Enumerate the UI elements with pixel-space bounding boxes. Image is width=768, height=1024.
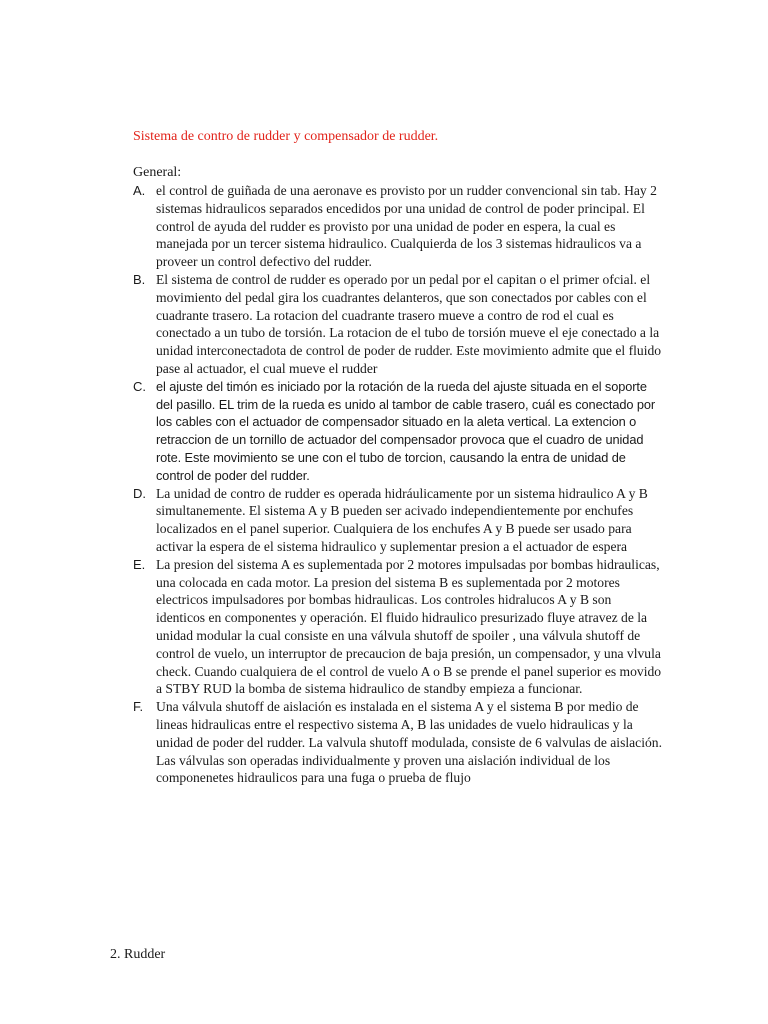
list-marker: C.: [133, 378, 146, 394]
list-marker: B.: [133, 271, 146, 287]
list-item-b: [133, 271, 663, 378]
item-list: [133, 182, 663, 787]
list-item-c: [133, 378, 663, 485]
list-item-text: El sistema de control de rudder es operado por un pedal por el capitan o el primer ofcial. el movimiento del pedal gira los cuadrantes delanteros, que son conectados por cables con el cuadrante trasero. La rotacion del cuadrante trasero mueve a contro de rod el cual es conectado a un tubo de torsión. La rotacion de el tubo de torsión mueve el eje conectado a la unidad interconectadota de control de poder de rudder. Este movimiento admite que el fluido pase al actuador, el cual mueve el rudder: [156, 271, 662, 376]
list-item-d: [133, 485, 663, 556]
section-heading: General:: [133, 165, 182, 180]
list-item-a: [133, 182, 663, 271]
list-item-text: Una válvula shutoff de aislación es instalada en el sistema A y el sistema B por medio de lineas hidraulicas entre el respectivo sistema A, B las unidades de vuelo hidraulicas y la unidad de poder del rudder. La valvula shutoff modulada, consiste de 6 valvulas de aislación. Las válvulas son operadas individualmente y proven una aislación individual de los componenetes hidraulicos para una fuga o prueba de flujo: [156, 699, 662, 786]
list-marker: A.: [133, 183, 146, 198]
list-item-text: el control de guiñada de una aeronave es provisto por un rudder convencional sin tab. Hay 2 sistemas hidraulicos separados encedidos por una unidad de control de poder principal. El control de ayuda del rudder es provisto por una unidad de poder en espera, la cual es manejada por un tercer sistema hidraulico. Cualquierda de los 3 sistemas hidraulicos va a proveer un control defectivo del rudder.: [156, 183, 657, 270]
list-marker: F.: [133, 699, 144, 715]
list-item-e: [133, 556, 663, 698]
list-marker: E.: [133, 556, 146, 572]
list-item-text: La unidad de contro de rudder es operada hidráulicamente por un sistema hidraulico A y B simultanemente. El sistema A y B pueden ser acivado independientemente por enchufes localizados en el panel superior. Cualquiera de los enchufes A y B puede ser usado para activar la espera de el sistema hidraulico y suplementar presion a el actuador de espera: [156, 485, 648, 554]
list-marker: D.: [133, 485, 146, 501]
page-footer: 2. Rudder: [110, 947, 166, 962]
list-item-text: el ajuste del timón es iniciado por la rotación de la rueda del ajuste situada en el soporte del pasillo. EL trim de la rueda es unido al tambor de cable trasero, cuál es conectado por los cables con el actuador de compensador situado en la aleta vertical. La extencion o retraccion de un tornillo de actuador del compensador provoca que el cuadro de unidad rote. Este movimiento se une con el tubo de torcion, causando la entra de unidad de control de poder del rudder.: [156, 378, 656, 483]
list-item-f: [133, 698, 663, 787]
document-title: Sistema de contro de rudder y compensador de rudder.: [133, 129, 439, 144]
list-item-text: La presion del sistema A es suplementada por 2 motores impulsadas por bombas hidraulicas, una colocada en cada motor. La presion del sistema B es suplementada por 2 motores electricos impulsadores por bombas hidraulicas. Los controles hidralucos A y B son identicos en componentes y operación. El fluido hidraulico presurizado fluye atravez de la unidad modular la cual consiste en una válvula shutoff de spoiler , una válvula shutoff de control de vuelo, un interruptor de precaucion de baja presión, un compensador, y una vlvula check. Cuando cualquiera de el control de vuelo A o B se prende el panel superior es movido a STBY RUD la bomba de sistema hidraulico de standby empieza a funcionar.: [156, 556, 662, 697]
